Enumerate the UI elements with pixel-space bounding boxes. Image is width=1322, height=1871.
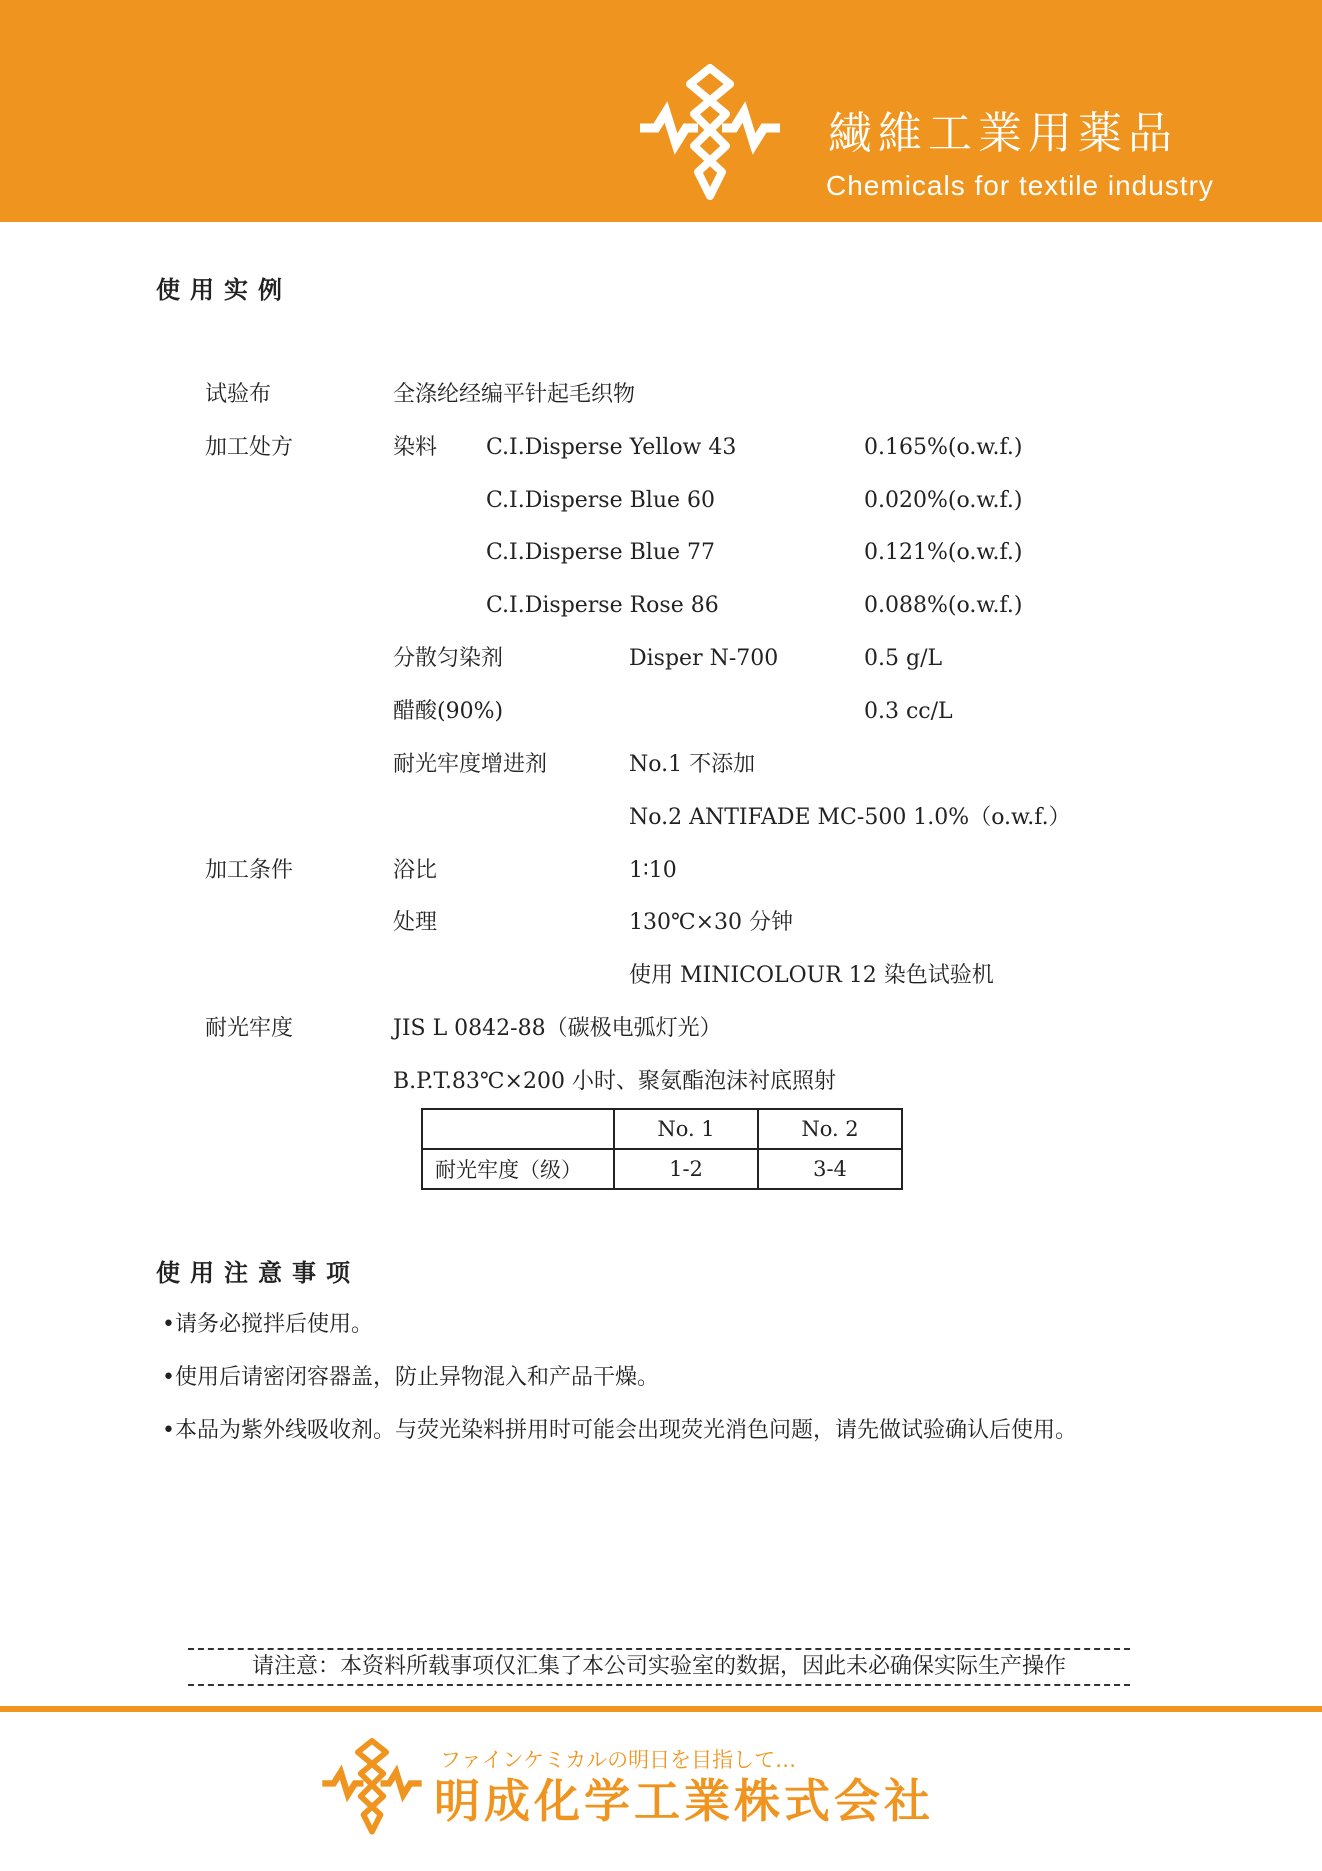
precautions-heading: 使用注意事项 (156, 1259, 360, 1287)
table-header-cell: No. 1 (614, 1109, 758, 1149)
light-fastness-table (421, 1108, 903, 1190)
acetic-acid-amount: 0.3 cc/L (864, 699, 953, 724)
usage-example-heading: 使用实例 (156, 276, 292, 304)
agent-no1: No.1 不添加 (629, 752, 756, 777)
agent-no2: No.2 ANTIFADE MC-500 1.0%（o.w.f.） (629, 805, 1071, 830)
treatment-value: 130℃×30 分钟 (629, 910, 794, 935)
light-fastness-condition: B.P.T.83℃×200 小时、聚氨酯泡沫衬底照射 (393, 1069, 836, 1094)
dye-name: C.I.Disperse Blue 77 (486, 540, 715, 565)
precaution-item: •请务必搅拌后使用。 (162, 1312, 373, 1337)
precaution-item: •使用后请密闭容器盖，防止异物混入和产品干燥。 (162, 1365, 659, 1390)
disclaimer-notice: 请注意：本资料所载事项仅汇集了本公司实验室的数据，因此未必确保实际生产操作 (188, 1648, 1130, 1686)
table-cell: 1-2 (614, 1149, 758, 1189)
header-title-en: Chemicals for textile industry (826, 170, 1214, 201)
header-band (0, 0, 1322, 222)
dye-name: C.I.Disperse Rose 86 (486, 593, 719, 618)
dye-name: C.I.Disperse Yellow 43 (486, 435, 737, 460)
acetic-acid-label: 醋酸(90%) (393, 699, 504, 724)
company-logo-icon (322, 1738, 422, 1836)
dye-amount: 0.121%(o.w.f.) (864, 540, 1023, 565)
light-fastness-agent-label: 耐光牢度增进剂 (393, 752, 548, 777)
conditions-label: 加工条件 (205, 858, 294, 883)
treatment-machine: 使用 MINICOLOUR 12 染色试验机 (629, 963, 994, 988)
light-fastness-standard: JIS L 0842-88（碳极电弧灯光） (393, 1016, 722, 1041)
dye-amount: 0.088%(o.w.f.) (864, 593, 1023, 618)
fabric-value: 全涤纶经编平针起毛织物 (393, 382, 636, 407)
table-row (422, 1149, 902, 1189)
recipe-label: 加工处方 (205, 435, 294, 460)
footer-tagline: ファインケミカルの明日を目指して… (440, 1748, 797, 1772)
table-row-label: 耐光牢度（级） (422, 1149, 614, 1189)
dispersant-label: 分散匀染剂 (393, 646, 504, 671)
dye-amount: 0.020%(o.w.f.) (864, 488, 1023, 513)
bath-ratio-label: 浴比 (393, 858, 438, 883)
fabric-label: 试验布 (205, 382, 272, 407)
light-fastness-label: 耐光牢度 (205, 1016, 294, 1041)
bath-ratio-value: 1∶10 (629, 858, 677, 883)
treatment-label: 处理 (393, 910, 438, 935)
company-logo-icon (640, 64, 780, 202)
dyes-label: 染料 (393, 435, 438, 460)
dispersant-product: Disper N-700 (629, 646, 779, 671)
table-cell: 3-4 (758, 1149, 902, 1189)
header-title-jp: 繊維工業用薬品 (828, 108, 1178, 159)
footer-company-name: 明成化学工業株式会社 (434, 1774, 934, 1828)
table-header-cell: No. 2 (758, 1109, 902, 1149)
dispersant-amount: 0.5 g/L (864, 646, 943, 671)
table-header-row (422, 1109, 902, 1149)
dye-amount: 0.165%(o.w.f.) (864, 435, 1023, 460)
dye-name: C.I.Disperse Blue 60 (486, 488, 715, 513)
table-header-cell (422, 1109, 614, 1149)
footer-divider (0, 1706, 1322, 1712)
precaution-item: •本品为紫外线吸收剂。与荧光染料拼用时可能会出现荧光消色问题，请先做试验确认后使用。 (162, 1418, 1077, 1443)
